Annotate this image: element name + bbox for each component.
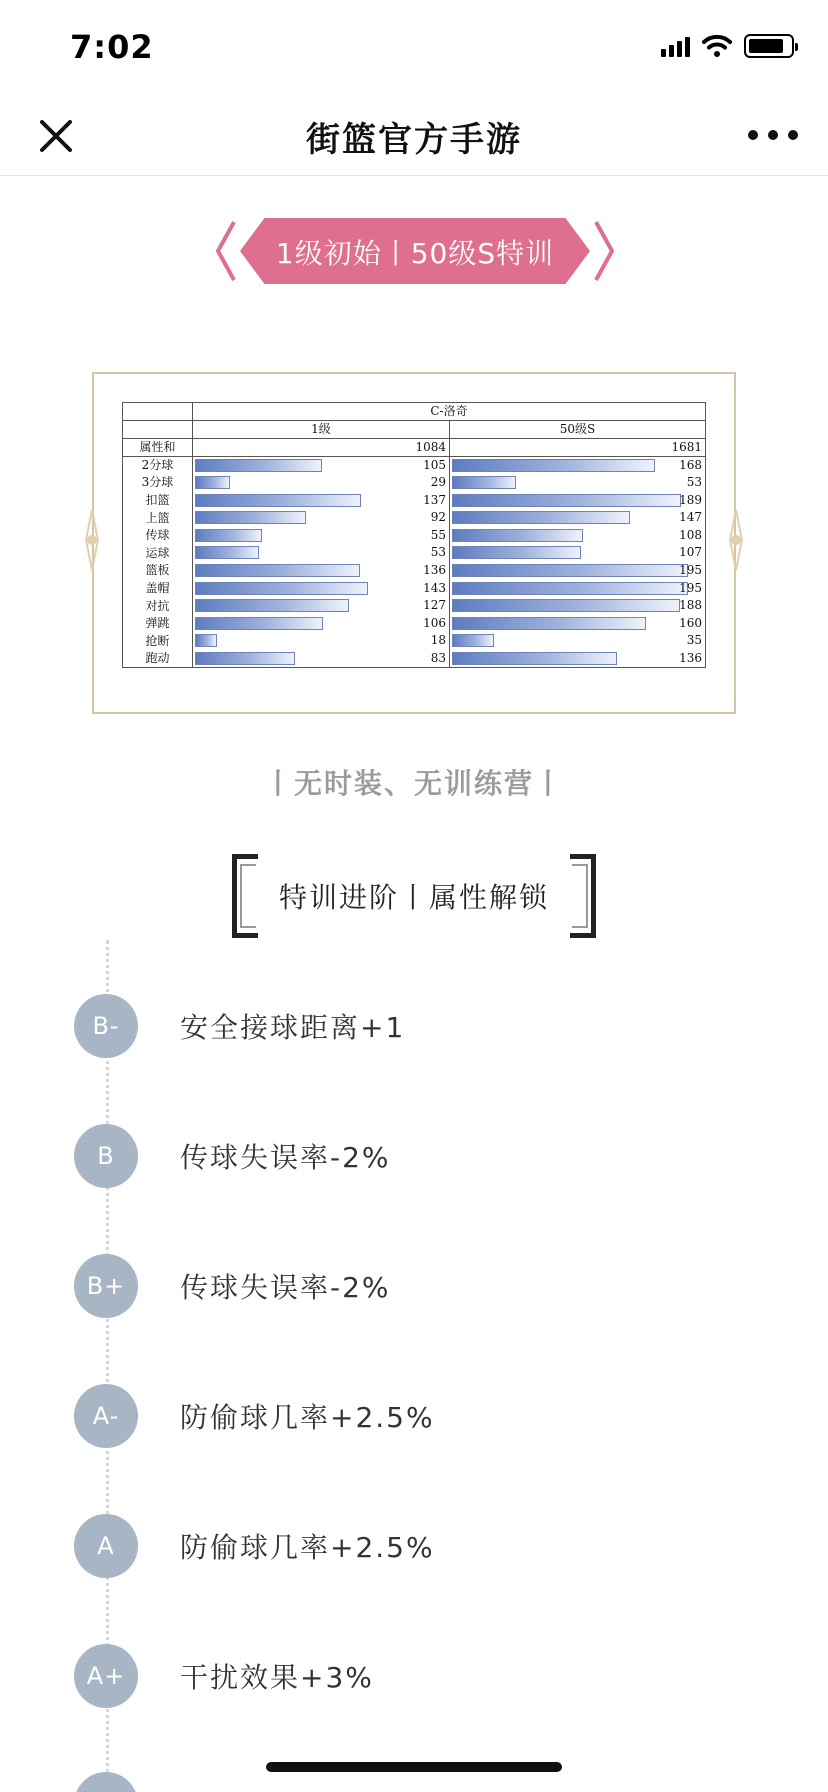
- stat-cell-lv1: [193, 474, 450, 492]
- stat-bar-lv1: [195, 476, 230, 489]
- stat-name: 篮板: [123, 562, 193, 580]
- unlock-text: 传球失误率-2%: [180, 1141, 391, 1174]
- timeline-item-partial: [0, 1772, 828, 1792]
- character-name: C-洛奇: [193, 403, 706, 421]
- stat-value-lv50: 136: [679, 651, 702, 666]
- stat-cell-lv1: [193, 597, 450, 615]
- stats-table: [122, 402, 706, 668]
- stat-cell-lv50: [450, 562, 706, 580]
- stat-row: [123, 632, 706, 650]
- page-title: 街篮官方手游: [306, 120, 522, 160]
- stat-row: [123, 544, 706, 562]
- stat-cell-lv1: [193, 562, 450, 580]
- stat-value-lv50: 35: [686, 633, 702, 648]
- stat-bar-lv1: [195, 546, 259, 559]
- stat-value-lv50: 168: [679, 458, 702, 472]
- stat-bar-lv50: [452, 617, 646, 630]
- stat-cell-lv1: [193, 580, 450, 598]
- stat-cell-lv50: [450, 544, 706, 562]
- stat-value-lv1: 53: [430, 545, 446, 560]
- banner-text: 1级初始丨50级S特训: [275, 237, 555, 270]
- stat-cell-lv1: [193, 492, 450, 510]
- stat-value-lv50: 108: [679, 527, 702, 542]
- stat-bar-lv50: [452, 494, 681, 507]
- unlock-text: 传球失误率-2%: [180, 1271, 391, 1304]
- stat-value-lv50: 195: [679, 580, 702, 595]
- stat-cell-lv50: [450, 597, 706, 615]
- stat-bar-lv50: [452, 529, 583, 542]
- grade-badge: A-: [74, 1384, 138, 1448]
- stat-cell-lv1: [193, 527, 450, 545]
- stat-name: 2分球: [123, 457, 193, 475]
- unlock-text: 防偷球几率+2.5%: [180, 1531, 435, 1564]
- stat-row: [123, 650, 706, 668]
- stat-value-lv1: 92: [430, 510, 446, 525]
- ornament-icon: [716, 500, 756, 580]
- stat-value-lv50: 160: [679, 615, 702, 630]
- status-time: 7:02: [70, 28, 154, 66]
- stat-bar-lv1: [195, 617, 323, 630]
- stat-row: [123, 492, 706, 510]
- stat-value-lv1: 83: [430, 651, 446, 666]
- home-indicator: [266, 1762, 562, 1772]
- stat-name: 上篮: [123, 509, 193, 527]
- stat-bar-lv1: [195, 494, 361, 507]
- stat-bar-lv50: [452, 599, 680, 612]
- stat-cell-lv1: [193, 632, 450, 650]
- stat-value-lv1: 143: [423, 580, 446, 595]
- ornament-icon: [72, 500, 112, 580]
- stat-cell-lv50: [450, 527, 706, 545]
- stat-value-lv1: 136: [423, 563, 446, 578]
- wifi-icon: [702, 34, 732, 58]
- stat-row: [123, 457, 706, 475]
- table-corner: [123, 421, 193, 439]
- stat-bar-lv1: [195, 459, 322, 472]
- stat-cell-lv1: [193, 615, 450, 633]
- stat-value-lv50: 189: [679, 492, 702, 507]
- stat-name: 跑动: [123, 650, 193, 668]
- dot-icon: [768, 130, 778, 140]
- stat-cell-lv1: [193, 544, 450, 562]
- unlock-text: 防偷球几率+2.5%: [180, 1401, 435, 1434]
- stat-value-lv1: 105: [423, 458, 446, 472]
- stat-cell-lv1: [193, 509, 450, 527]
- stat-bar-lv1: [195, 634, 217, 647]
- stat-value-lv1: 127: [423, 598, 446, 613]
- stat-bar-lv1: [195, 652, 295, 665]
- cellular-signal-icon: [661, 35, 690, 57]
- section-title: 特训进阶丨属性解锁: [278, 881, 549, 914]
- stat-cell-lv50: [450, 650, 706, 668]
- stat-value-lv50: 147: [679, 510, 702, 525]
- stat-cell-lv50: [450, 492, 706, 510]
- stat-bar-lv50: [452, 564, 688, 577]
- stat-name: 运球: [123, 544, 193, 562]
- total-lv50: 1681: [450, 439, 706, 457]
- grade-badge: B-: [74, 994, 138, 1058]
- bracket-right-icon: [570, 854, 596, 938]
- battery-icon: [744, 34, 794, 58]
- total-label: 属性和: [123, 439, 193, 457]
- stat-bar-lv1: [195, 529, 262, 542]
- section-header: [232, 854, 596, 938]
- stat-value-lv50: 195: [679, 563, 702, 578]
- stat-name: 3分球: [123, 474, 193, 492]
- grade-badge: B: [74, 1124, 138, 1188]
- stat-cell-lv1: [193, 457, 450, 475]
- stat-value-lv1: 137: [423, 492, 446, 507]
- subtitle: 丨无时装、无训练营丨: [263, 767, 564, 800]
- stat-value-lv1: 55: [430, 527, 446, 542]
- stat-name: 抢断: [123, 632, 193, 650]
- status-bar: [0, 0, 828, 96]
- stat-bar-lv50: [452, 634, 494, 647]
- column-header-lv1: 1级: [193, 421, 450, 439]
- stat-name: 传球: [123, 527, 193, 545]
- column-header-lv50: 50级S: [450, 421, 706, 439]
- stat-bar-lv50: [452, 546, 581, 559]
- timeline-item: [0, 1254, 828, 1324]
- stat-cell-lv1: [193, 650, 450, 668]
- grade-badge: [74, 1772, 138, 1792]
- total-lv1: 1084: [193, 439, 450, 457]
- stat-value-lv50: 107: [679, 545, 702, 560]
- stat-name: 盖帽: [123, 580, 193, 598]
- unlock-text: 干扰效果+3%: [180, 1661, 374, 1694]
- stat-rows: [123, 457, 706, 668]
- nav-bar: [0, 96, 828, 176]
- stat-name: 对抗: [123, 597, 193, 615]
- grade-badge: A: [74, 1514, 138, 1578]
- stat-bar-lv50: [452, 459, 655, 472]
- stat-row: [123, 474, 706, 492]
- stat-value-lv1: 29: [430, 475, 446, 490]
- stat-row: [123, 527, 706, 545]
- stat-value-lv50: 188: [679, 598, 702, 613]
- stat-value-lv1: 18: [430, 633, 446, 648]
- stat-bar-lv50: [452, 582, 688, 595]
- more-menu-button[interactable]: [748, 120, 798, 150]
- stat-bar-lv1: [195, 511, 306, 524]
- dot-icon: [788, 130, 798, 140]
- timeline-item: [0, 1384, 828, 1454]
- timeline-item: [0, 994, 828, 1064]
- unlock-text: 安全接球距离+1: [180, 1011, 406, 1044]
- stat-cell-lv50: [450, 632, 706, 650]
- dot-icon: [748, 130, 758, 140]
- level-banner: [214, 218, 616, 284]
- stat-cell-lv50: [450, 615, 706, 633]
- stat-name: 扣篮: [123, 492, 193, 510]
- stat-row: [123, 580, 706, 598]
- stat-row: [123, 509, 706, 527]
- stat-bar-lv1: [195, 564, 360, 577]
- stat-name: 弹跳: [123, 615, 193, 633]
- stat-cell-lv50: [450, 457, 706, 475]
- stat-value-lv50: 53: [686, 475, 702, 490]
- stat-cell-lv50: [450, 580, 706, 598]
- stat-bar-lv50: [452, 511, 630, 524]
- chevron-left-icon: [214, 218, 240, 284]
- grade-badge: B+: [74, 1254, 138, 1318]
- stat-row: [123, 562, 706, 580]
- stat-cell-lv50: [450, 509, 706, 527]
- status-icons: [661, 34, 794, 58]
- timeline-item: [0, 1514, 828, 1584]
- chevron-right-icon: [590, 218, 616, 284]
- stat-cell-lv50: [450, 474, 706, 492]
- timeline-item: [0, 1124, 828, 1194]
- stat-row: [123, 597, 706, 615]
- stat-bar-lv50: [452, 652, 617, 665]
- stat-bar-lv50: [452, 476, 516, 489]
- timeline-item: [0, 1644, 828, 1714]
- table-corner: [123, 403, 193, 421]
- stat-value-lv1: 106: [423, 615, 446, 630]
- stat-bar-lv1: [195, 599, 349, 612]
- grade-badge: A+: [74, 1644, 138, 1708]
- stat-row: [123, 615, 706, 633]
- stat-bar-lv1: [195, 582, 368, 595]
